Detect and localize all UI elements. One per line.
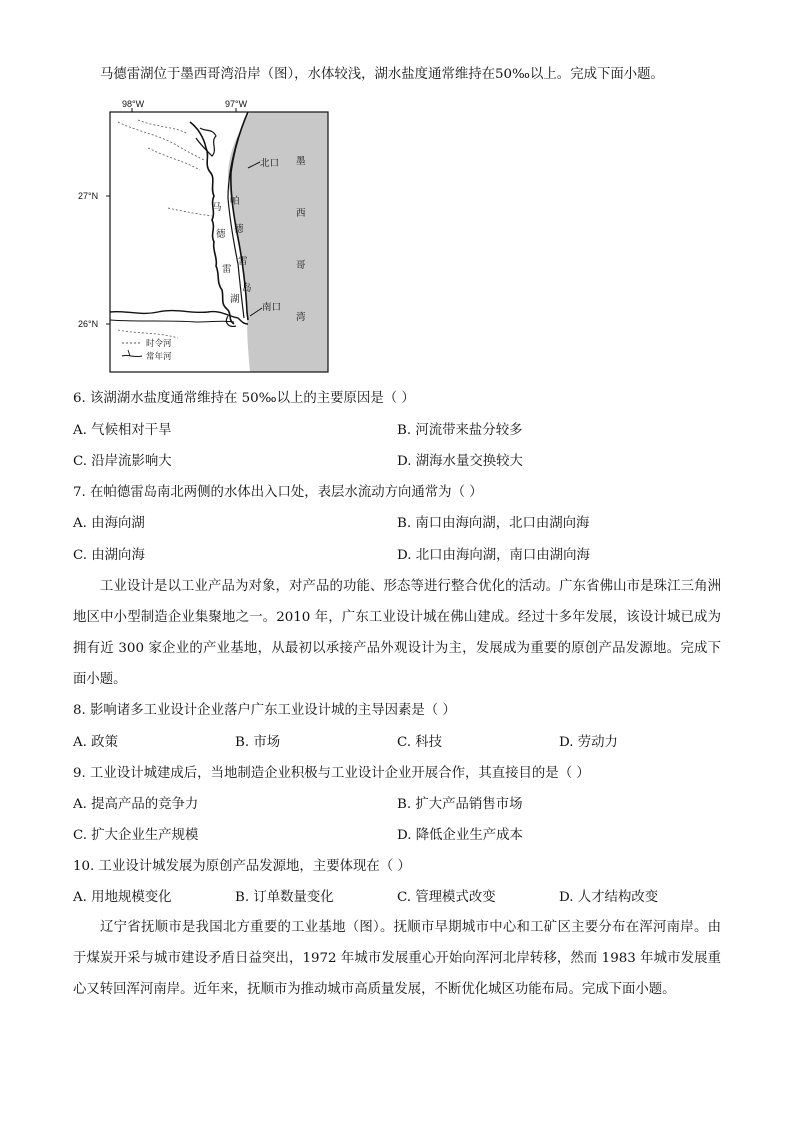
question-7-stem: 7. 在帕德雷岛南北两侧的水体出入口处，表层水流动方向通常为（ ） [73,485,483,500]
question-8-option-a[interactable]: A. 政策 [73,735,118,750]
question-9-option-b[interactable]: B. 扩大产品销售市场 [397,797,523,812]
island-char-1: 帕 [230,196,240,207]
question-10-option-a[interactable]: A. 用地规模变化 [73,890,172,905]
question-7-option-c[interactable]: C. 由湖向海 [73,548,145,563]
island-char-2: 德 [234,224,244,235]
lake-char-3: 雷 [222,264,232,275]
question-8-option-c[interactable]: C. 科技 [397,735,443,750]
question-8-stem: 8. 影响诸多工业设计企业落户广东工业设计城的主导因素是（ ） [73,703,456,718]
lat-label-27: 27°N [78,191,99,201]
question-7-option-b[interactable]: B. 南口由海向湖，北口由湖向海 [397,516,590,531]
south-inlet-label: 南口 [262,302,282,313]
intro-text-2: 工业设计是以工业产品为对象，对产品的功能、形态等进行整合优化的活动。广东省佛山市是珠江三角洲地区中小型制造企业集聚地之一。2010 年，广东工业设计城在佛山建成。经过十多年发展，该设计城已成为拥有近 300 家企业的产业基地，从最初以承接产品外观设计为主，发展成为重要的原创产品发源地。完成下面小题。 [73,579,721,687]
question-6-option-d[interactable]: D. 湖海水量交换较大 [397,454,523,469]
lake-char-4: 湖 [230,294,240,305]
question-10-option-b[interactable]: B. 订单数量变化 [235,890,334,905]
question-6-stem: 6. 该湖湖水盐度通常维持在 50‰以上的主要原因是（ ） [73,391,415,406]
lon-label-98: 98°W [122,99,145,109]
lake-char-1: 马 [212,202,222,213]
gulf-char-2: 西 [296,208,306,219]
madre-lagoon-map [78,98,338,374]
question-9-stem: 9. 工业设计城建成后，当地制造企业积极与工业设计企业开展合作，其直接目的是（ ） [73,766,590,781]
question-6-option-c[interactable]: C. 沿岸流影响大 [73,454,172,469]
north-inlet-label: 北口 [260,158,280,169]
legend-seasonal-river: 时令河 [146,339,172,349]
intro-text-1: 马德雷湖位于墨西哥湾沿岸（图），水体较浅，湖水盐度通常维持在50‰以上。完成下面小题。 [100,67,664,82]
question-9-option-c[interactable]: C. 扩大企业生产规模 [73,828,199,843]
question-10-option-d[interactable]: D. 人才结构改变 [559,890,659,905]
question-10-stem: 10. 工业设计城发展为原创产品发源地，主要体现在（ ） [73,859,411,874]
gulf-sea-area [228,112,328,372]
question-6-option-a[interactable]: A. 气候相对干旱 [73,423,172,438]
island-char-3: 雷 [238,256,248,267]
intro-text-3: 辽宁省抚顺市是我国北方重要的工业基地（图）。抚顺市早期城市中心和工矿区主要分布在浑河南岸。由于煤炭开采与城市建设矛盾日益突出，1972 年城市发展重心开始向浑河北岸转移，然而 1983 年城市发展重心又转回浑河南岸。近年来，抚顺市为推动城市高质量发展，不断优化城区功能布局。完成下面小题。 [73,920,721,997]
legend-perennial-river: 常年河 [146,352,172,362]
question-8-option-d[interactable]: D. 劳动力 [559,735,618,750]
gulf-char-4: 湾 [296,312,306,323]
question-9-option-d[interactable]: D. 降低企业生产成本 [397,828,523,843]
question-8-option-b[interactable]: B. 市场 [235,735,281,750]
island-char-4: 岛 [242,283,252,294]
gulf-char-1: 墨 [296,156,306,167]
question-7-option-d[interactable]: D. 北口由海向湖，南口由湖向海 [397,548,590,563]
lake-char-2: 德 [216,229,226,240]
question-9-option-a[interactable]: A. 提高产品的竞争力 [73,797,199,812]
lon-label-97: 97°W [225,99,248,109]
question-6-option-b[interactable]: B. 河流带来盐分较多 [397,423,523,438]
question-10-option-c[interactable]: C. 管理模式改变 [397,890,496,905]
question-7-option-a[interactable]: A. 由海向湖 [73,516,145,531]
lat-label-26: 26°N [78,319,99,329]
gulf-char-3: 哥 [296,260,306,271]
